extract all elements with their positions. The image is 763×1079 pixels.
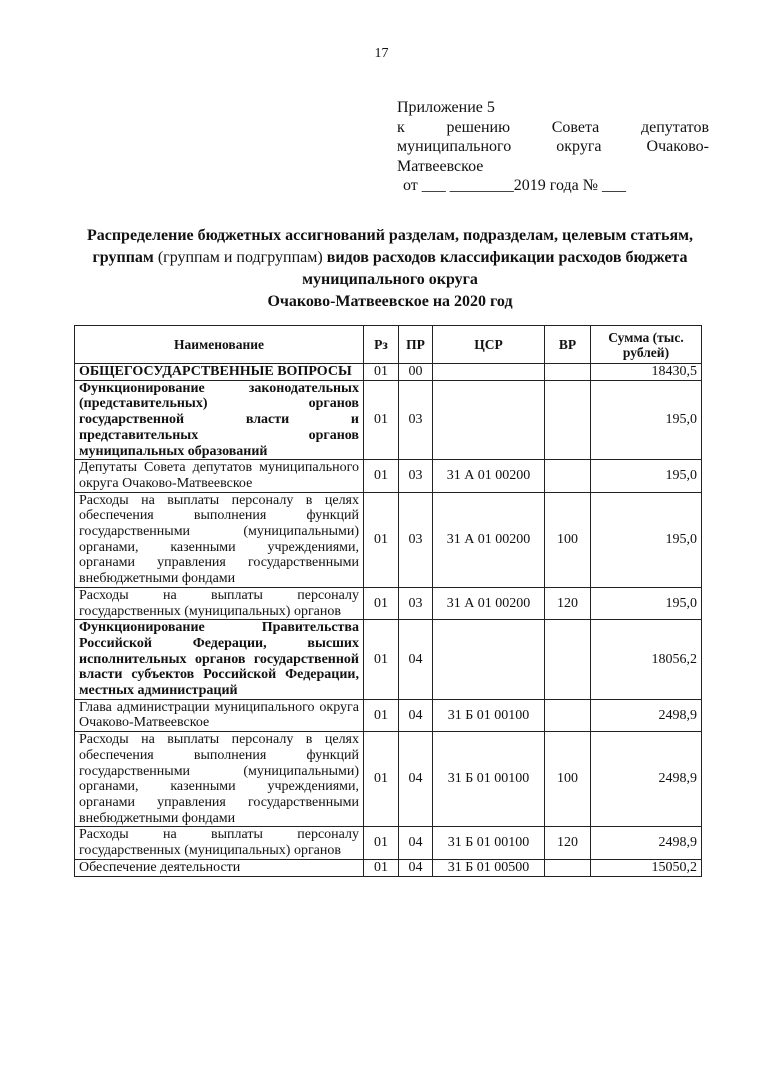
header-csr: ЦСР: [433, 326, 545, 364]
row-csr: 31 А 01 00200: [433, 492, 545, 587]
row-rz: 01: [364, 364, 399, 381]
document-title: [80, 225, 700, 313]
row-vr: [545, 859, 591, 876]
table-row: [75, 859, 702, 876]
row-sum: 18430,5: [591, 364, 702, 381]
row-rz: 01: [364, 380, 399, 460]
row-sum: 195,0: [591, 460, 702, 492]
row-pr: 00: [399, 364, 433, 381]
header-sum: Сумма (тыс. рублей): [591, 326, 702, 364]
row-csr: [433, 380, 545, 460]
row-vr: [545, 380, 591, 460]
row-rz: 01: [364, 827, 399, 859]
row-pr: 03: [399, 587, 433, 619]
table-row: [75, 620, 702, 700]
row-name: Расходы на выплаты персоналу в целях обеспечения выполнения функций государственными (муниципальными) органами, казенными учреждениями, органами управления государственными внебюджетными фондами: [75, 732, 364, 827]
row-vr: [545, 620, 591, 700]
table-row: [75, 827, 702, 859]
row-csr: 31 А 01 00200: [433, 587, 545, 619]
appendix-line: к решению Совета депутатов: [397, 118, 709, 136]
appendix-block: [397, 98, 709, 196]
row-vr: 100: [545, 492, 591, 587]
row-rz: 01: [364, 699, 399, 731]
row-pr: 04: [399, 859, 433, 876]
row-rz: 01: [364, 587, 399, 619]
page-number: 17: [374, 46, 389, 61]
row-csr: [433, 620, 545, 700]
table-row: [75, 364, 702, 381]
row-pr: 04: [399, 732, 433, 827]
row-csr: [433, 364, 545, 381]
row-name: Расходы на выплаты персоналу государственных (муниципальных) органов: [75, 827, 364, 859]
row-pr: 04: [399, 699, 433, 731]
row-csr: 31 Б 01 00100: [433, 699, 545, 731]
table-row: [75, 492, 702, 587]
row-name: ОБЩЕГОСУДАРСТВЕННЫЕ ВОПРОСЫ: [75, 364, 364, 381]
row-vr: [545, 699, 591, 731]
row-name: Расходы на выплаты персоналу государственных (муниципальных) органов: [75, 587, 364, 619]
header-pr: ПР: [399, 326, 433, 364]
appendix-title: Приложение 5: [397, 99, 495, 116]
row-sum: 2498,9: [591, 732, 702, 827]
table-row: [75, 380, 702, 460]
table-row: [75, 587, 702, 619]
appendix-line: муниципального округа Очаково-: [397, 138, 709, 155]
row-csr: 31 Б 01 00100: [433, 827, 545, 859]
row-csr: 31 А 01 00200: [433, 460, 545, 492]
row-name: Функционирование законодательных (представительных) органов государственной власти и представительных органов муниципальных образований: [75, 380, 364, 460]
header-vr: ВР: [545, 326, 591, 364]
title-part: видов расходов классификации расходов бюджета муниципального округа: [302, 249, 688, 288]
row-vr: [545, 364, 591, 381]
header-rz: Рз: [364, 326, 399, 364]
table-row: [75, 460, 702, 492]
row-name: Расходы на выплаты персоналу в целях обеспечения выполнения функций государственными (муниципальными) органами, казенными учреждениями, органами управления государственными внебюджетными фондами: [75, 492, 364, 587]
title-part: Распределение бюджетных ассигнований разделам, подразделам, целевым статьям, группам: [86, 227, 694, 266]
row-rz: 01: [364, 732, 399, 827]
appendix-line: Матвеевское: [397, 157, 484, 175]
row-rz: 01: [364, 460, 399, 492]
row-pr: 03: [399, 380, 433, 460]
row-name: Функционирование Правительства Российской Федерации, высших исполнительных органов государственной власти субъектов Российской Федерации, местных администраций: [75, 620, 364, 700]
row-vr: 120: [545, 827, 591, 859]
row-rz: 01: [364, 620, 399, 700]
table-row: [75, 732, 702, 827]
row-csr: 31 Б 01 00500: [433, 859, 545, 876]
row-name: Обеспечение деятельности: [75, 859, 364, 876]
table-row: [75, 699, 702, 731]
row-vr: [545, 460, 591, 492]
row-name: Глава администрации муниципального округа Очаково-Матвеевское: [75, 699, 364, 731]
row-rz: 01: [364, 492, 399, 587]
row-sum: 18056,2: [591, 620, 702, 700]
table-header-row: [75, 326, 702, 364]
row-pr: 04: [399, 827, 433, 859]
title-part: Очаково-Матвеевское на 2020 год: [267, 293, 513, 310]
appendix-date: от ___ ________2019 года № ___: [403, 177, 626, 194]
row-sum: 195,0: [591, 492, 702, 587]
title-part: (группам и подгруппам): [157, 249, 323, 266]
row-csr: 31 Б 01 00100: [433, 732, 545, 827]
row-name: Депутаты Совета депутатов муниципального округа Очаково-Матвеевское: [75, 460, 364, 492]
row-sum: 15050,2: [591, 859, 702, 876]
row-pr: 03: [399, 460, 433, 492]
row-vr: 120: [545, 587, 591, 619]
row-sum: 2498,9: [591, 827, 702, 859]
row-rz: 01: [364, 859, 399, 876]
row-vr: 100: [545, 732, 591, 827]
budget-table: [74, 325, 702, 877]
row-pr: 03: [399, 492, 433, 587]
row-sum: 195,0: [591, 380, 702, 460]
row-pr: 04: [399, 620, 433, 700]
row-sum: 195,0: [591, 587, 702, 619]
header-name: Наименование: [75, 326, 364, 364]
row-sum: 2498,9: [591, 699, 702, 731]
